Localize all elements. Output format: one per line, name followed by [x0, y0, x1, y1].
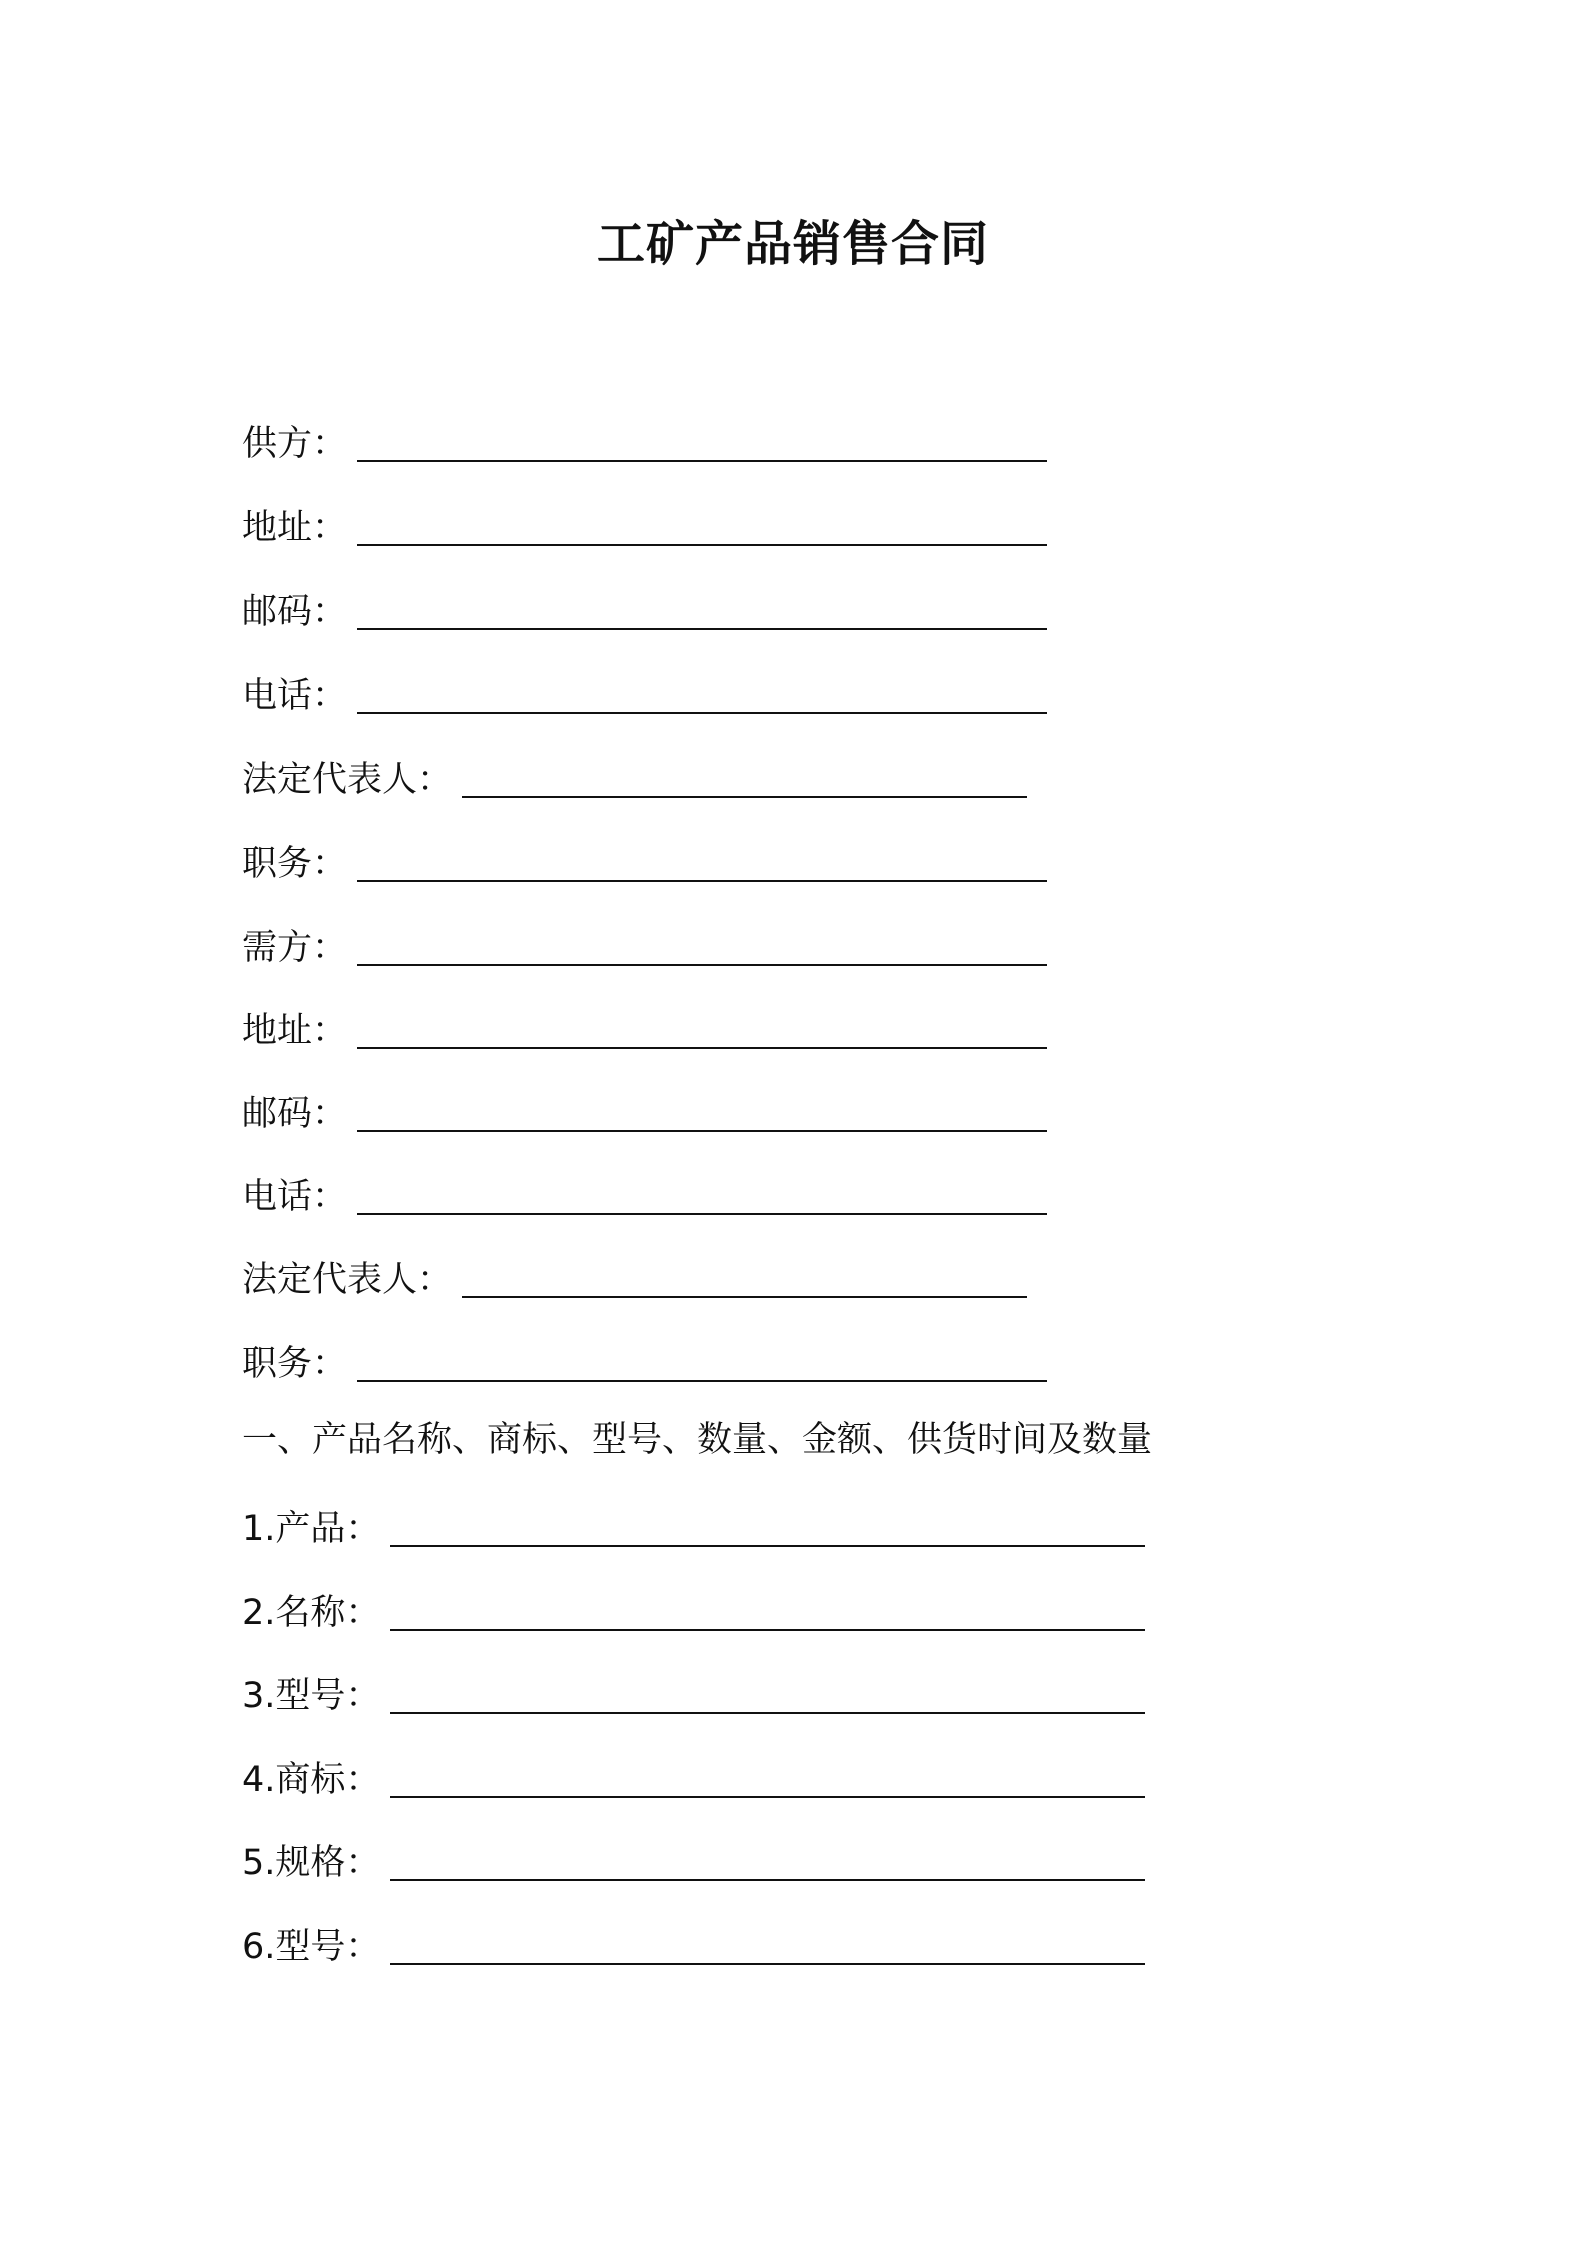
model-item-2-blank[interactable] [390, 1963, 1145, 1965]
trademark-item-field [242, 1754, 1145, 1806]
trademark-item-blank[interactable] [390, 1796, 1145, 1798]
name-item-label: 2.名称： [242, 1593, 381, 1633]
spec-item-blank[interactable] [390, 1879, 1145, 1881]
supplier-phone-field [242, 670, 1047, 722]
buyer-legal-rep-field [242, 1254, 1027, 1306]
buyer-legal-rep-blank[interactable] [462, 1296, 1027, 1298]
model-item-2-field [242, 1921, 1145, 1973]
buyer-address-label: 地址： [242, 1011, 348, 1051]
product-item-label: 1.产品： [242, 1509, 381, 1549]
supplier-address-field [242, 502, 1047, 554]
supplier-address-blank[interactable] [357, 544, 1047, 546]
product-item-field [242, 1503, 1145, 1555]
supplier-position-label: 职务： [242, 844, 348, 884]
buyer-field [242, 922, 1047, 974]
supplier-position-field [242, 838, 1047, 890]
buyer-blank[interactable] [357, 964, 1047, 966]
model-item-blank[interactable] [390, 1712, 1145, 1714]
buyer-address-blank[interactable] [357, 1047, 1047, 1049]
name-item-blank[interactable] [390, 1629, 1145, 1631]
spec-item-label: 5.规格： [242, 1843, 381, 1883]
supplier-address-label: 地址： [242, 508, 348, 548]
buyer-position-blank[interactable] [357, 1380, 1047, 1382]
supplier-legal-rep-blank[interactable] [462, 796, 1027, 798]
trademark-item-label: 4.商标： [242, 1760, 381, 1800]
spec-item-field [242, 1837, 1145, 1889]
supplier-legal-rep-label: 法定代表人： [242, 760, 453, 800]
model-item-2-label: 6.型号： [242, 1927, 381, 1967]
supplier-phone-label: 电话： [242, 676, 348, 716]
buyer-address-field [242, 1005, 1047, 1057]
buyer-position-field [242, 1338, 1047, 1390]
supplier-blank[interactable] [357, 460, 1047, 462]
supplier-label: 供方： [242, 424, 348, 464]
model-item-field [242, 1670, 1145, 1722]
buyer-phone-blank[interactable] [357, 1213, 1047, 1215]
supplier-phone-blank[interactable] [357, 712, 1047, 714]
supplier-legal-rep-field [242, 754, 1027, 806]
supplier-postcode-label: 邮码： [242, 592, 348, 632]
buyer-postcode-blank[interactable] [357, 1130, 1047, 1132]
name-item-field [242, 1587, 1145, 1639]
model-item-label: 3.型号： [242, 1676, 381, 1716]
buyer-phone-label: 电话： [242, 1177, 348, 1217]
supplier-field [242, 418, 1047, 470]
product-item-blank[interactable] [390, 1545, 1145, 1547]
supplier-postcode-blank[interactable] [357, 628, 1047, 630]
buyer-legal-rep-label: 法定代表人： [242, 1260, 453, 1300]
supplier-postcode-field [242, 586, 1047, 638]
buyer-postcode-label: 邮码： [242, 1094, 348, 1134]
buyer-phone-field [242, 1171, 1047, 1223]
buyer-label: 需方： [242, 928, 348, 968]
buyer-postcode-field [242, 1088, 1047, 1140]
document-title: 工矿产品销售合同 [596, 216, 989, 272]
supplier-position-blank[interactable] [357, 880, 1047, 882]
buyer-position-label: 职务： [242, 1344, 348, 1384]
section-1-heading: 一、产品名称、商标、型号、数量、金额、供货时间及数量 [242, 1420, 1153, 1460]
